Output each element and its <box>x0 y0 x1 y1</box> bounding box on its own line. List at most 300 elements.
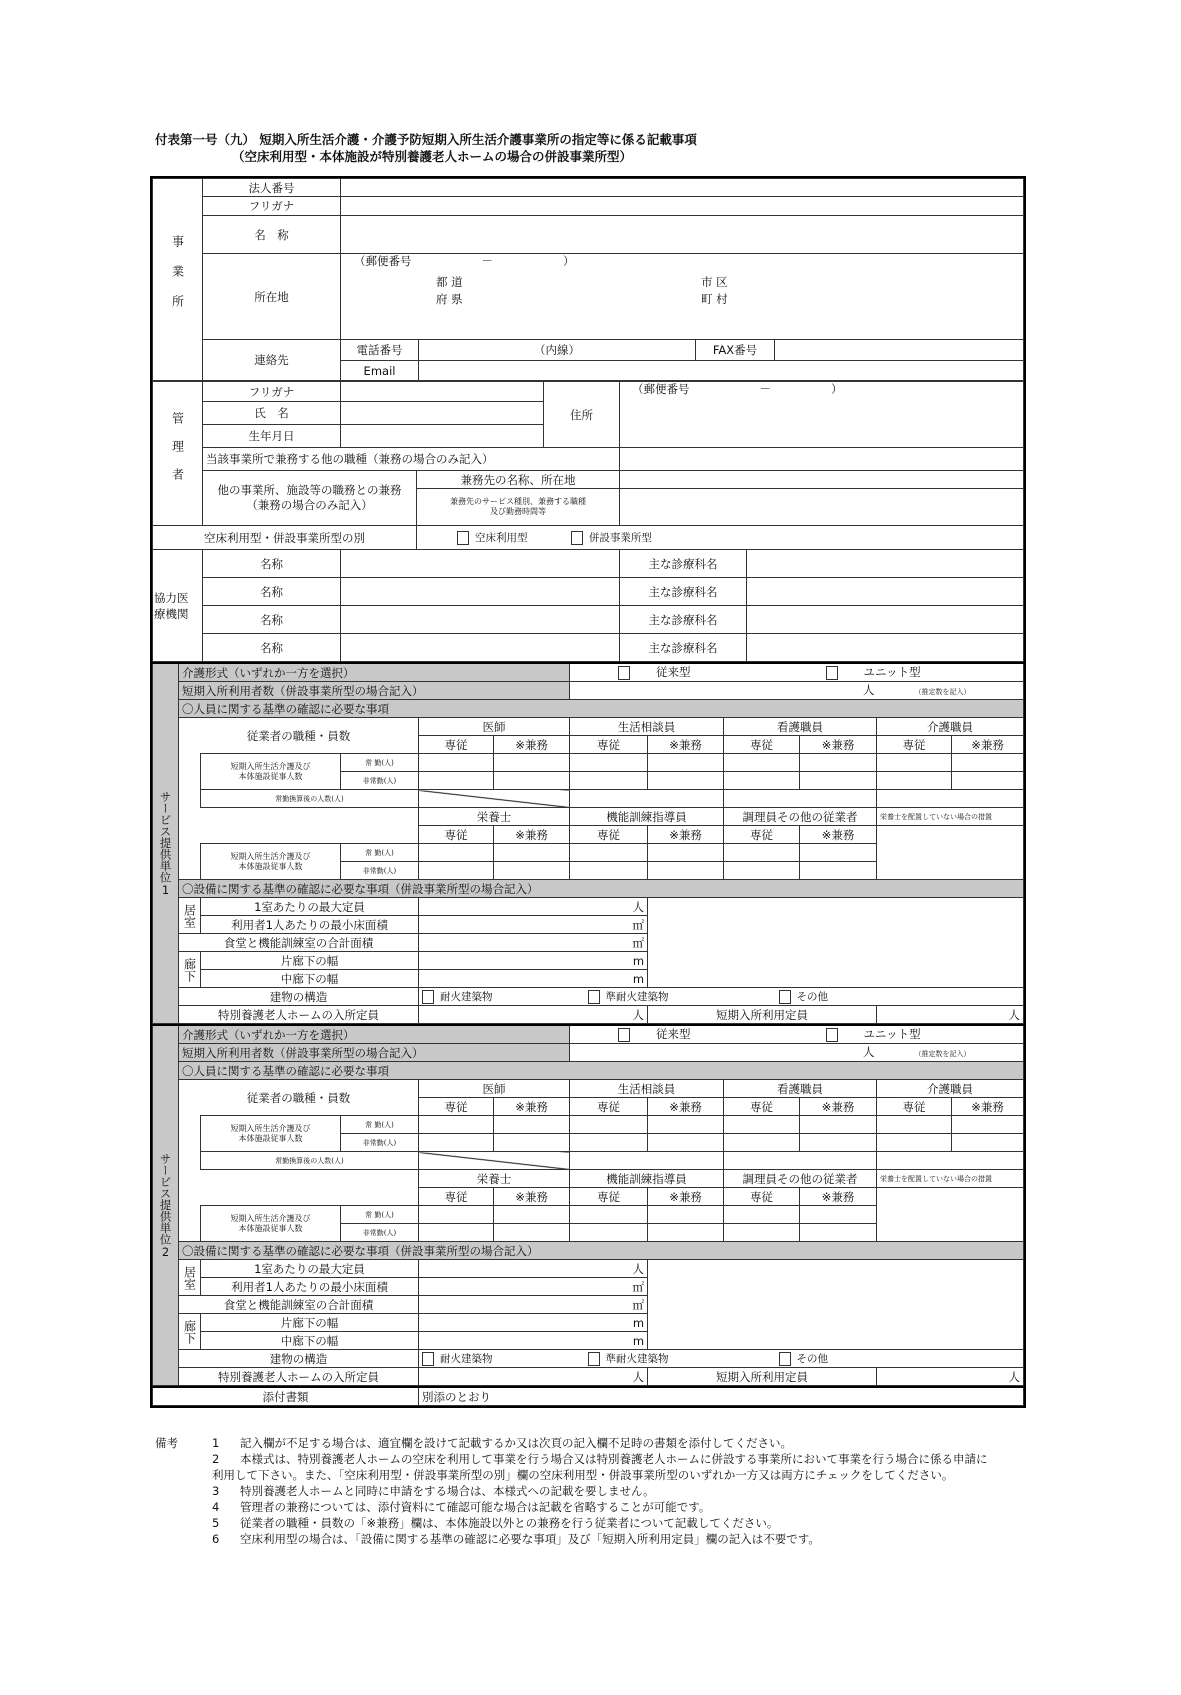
parttime-label: 非常勤(人) <box>341 1224 419 1242</box>
staff-cell[interactable] <box>800 754 877 772</box>
count-label <box>201 754 341 790</box>
staff-cell[interactable] <box>494 754 570 772</box>
staff-cell[interactable] <box>648 1116 724 1134</box>
outside-duty-label <box>203 471 417 526</box>
nutrition-note-field[interactable] <box>877 1188 1024 1242</box>
facility-blank <box>648 1260 1024 1350</box>
note-text: 記入欄が不足する場合は、適宜欄を設けて記載するか又は次頁の記入欄不足時の書類を添付してください。 <box>240 1436 792 1450</box>
other-role-field[interactable] <box>620 448 1024 471</box>
dedicated-header: 専従 <box>724 736 800 754</box>
concurrent-header: ※兼務 <box>800 826 877 844</box>
nutrition-note-field[interactable] <box>877 826 1024 880</box>
staff-header: 〇人員に関する基準の確認に必要な事項 <box>179 700 1024 718</box>
type-option-kuusho[interactable] <box>457 532 528 544</box>
staff-cell[interactable] <box>877 772 952 790</box>
converted-cell[interactable] <box>724 790 877 808</box>
staff-cell[interactable] <box>494 1116 570 1134</box>
todo-label: 都 道 <box>436 275 463 289</box>
manager-address-field[interactable] <box>620 382 1024 448</box>
type-option-heisetsu[interactable] <box>571 532 652 544</box>
meter-unit: m <box>632 971 645 986</box>
medical-name-field[interactable] <box>341 550 620 578</box>
dedicated-header: 専従 <box>570 1188 648 1206</box>
medical-label-2: 療機関 <box>154 606 189 621</box>
count-label <box>201 844 341 880</box>
postal-close: ） <box>563 254 575 268</box>
structure-option-label: 準耐火建築物 <box>605 1352 669 1365</box>
converted-cell[interactable] <box>724 1152 877 1170</box>
medical-dept-field[interactable] <box>747 634 1024 662</box>
staff-cell[interactable] <box>570 1224 648 1242</box>
staff-cell[interactable] <box>419 844 494 862</box>
medical-dept-label: 主な診療科名 <box>620 578 747 606</box>
job-header: 介護職員 <box>877 718 1024 736</box>
staff-cell[interactable] <box>724 1224 800 1242</box>
type-label: 空床利用型・併設事業所型の別 <box>153 526 417 550</box>
dedicated-header: 専従 <box>419 1188 494 1206</box>
estimate-note: （推定数を記入） <box>914 1049 971 1058</box>
staff-cell[interactable] <box>800 862 877 880</box>
staff-cell[interactable] <box>800 1116 877 1134</box>
concurrent-header: ※兼務 <box>648 736 724 754</box>
checkbox-icon[interactable] <box>779 990 791 1004</box>
job-header: 栄養士 <box>419 808 570 826</box>
concurrent-header: ※兼務 <box>952 736 1024 754</box>
person-unit: 人 <box>632 899 645 914</box>
nutrition-note-label: 栄養士を配置していない場合の措置 <box>877 1170 1024 1188</box>
manager-section <box>152 381 1024 662</box>
type-option-label: 併設事業所型 <box>588 531 652 544</box>
manager-birth-label: 生年月日 <box>203 425 341 448</box>
dedicated-header: 専従 <box>877 1098 952 1116</box>
staff-cell[interactable] <box>724 844 800 862</box>
shiku-label: 市 区 <box>701 275 728 289</box>
structure-option[interactable] <box>588 1353 669 1365</box>
manager-name-label: 氏 名 <box>203 402 341 425</box>
staff-cell[interactable] <box>877 754 952 772</box>
dedicated-header: 専従 <box>570 1098 648 1116</box>
dedicated-header: 専従 <box>419 826 494 844</box>
checkbox-icon[interactable] <box>588 990 600 1004</box>
structure-option[interactable] <box>422 991 493 1003</box>
dedicated-header: 専従 <box>419 736 494 754</box>
fulltime-label: 常 勤(人) <box>341 754 419 772</box>
care-option-label: ユニット型 <box>863 665 921 680</box>
staff-cell[interactable] <box>570 844 648 862</box>
contact-label: 連絡先 <box>203 340 341 381</box>
concurrent-header: ※兼務 <box>494 1098 570 1116</box>
staff-cell[interactable] <box>419 862 494 880</box>
room-label: 居室 <box>179 1260 201 1296</box>
staff-cell[interactable] <box>570 1134 648 1152</box>
checkbox-icon[interactable] <box>422 1352 434 1366</box>
min-area-field[interactable] <box>419 916 648 934</box>
structure-option-label: その他 <box>796 1352 828 1365</box>
fax-label: FAX番号 <box>696 340 775 361</box>
postal-dash: － <box>481 254 493 268</box>
job-header: 生活相談員 <box>570 718 724 736</box>
room-label: 居室 <box>179 898 201 934</box>
meter-unit: m <box>632 1315 645 1330</box>
ext-label: （内線） <box>534 343 580 357</box>
middle-corridor-label: 中廊下の幅 <box>201 1332 419 1350</box>
medical-dept-field[interactable] <box>747 578 1024 606</box>
staff-cell[interactable] <box>419 1206 494 1224</box>
attachments-row <box>152 1386 1024 1406</box>
manager-furigana-field[interactable] <box>341 382 544 402</box>
ken-service-field[interactable] <box>620 489 1024 526</box>
type-options <box>417 526 1024 550</box>
structure-option[interactable] <box>779 1353 829 1365</box>
dedicated-header: 専従 <box>570 736 648 754</box>
manager-section-label: 管理者 <box>153 382 203 526</box>
manager-postal-label: （郵便番号 <box>632 382 690 396</box>
staff-cell[interactable] <box>494 1224 570 1242</box>
service-unit <box>152 1024 1024 1386</box>
dining-label: 食堂と機能訓練室の合計面積 <box>179 1296 419 1314</box>
staff-cell[interactable] <box>494 772 570 790</box>
medical-name-field[interactable] <box>341 634 620 662</box>
staff-cell[interactable] <box>648 772 724 790</box>
middle-corridor-label: 中廊下の幅 <box>201 970 419 988</box>
medical-dept-label: 主な診療科名 <box>620 606 747 634</box>
note-number: 4 <box>212 1500 220 1514</box>
care-form-options <box>570 1025 1024 1044</box>
converted-label: 常勤換算後の人数(人) <box>201 1152 419 1170</box>
dining-field[interactable] <box>419 934 648 952</box>
structure-option[interactable] <box>422 1353 493 1365</box>
form-title: 付表第一号（九） 短期入所生活介護・介護予防短期入所生活介護事業所の指定等に係る記載事項 <box>155 132 697 147</box>
application-form <box>150 176 1026 1408</box>
staff-cell[interactable] <box>724 1116 800 1134</box>
concurrent-header: ※兼務 <box>648 1188 724 1206</box>
parttime-label: 非常勤(人) <box>341 1134 419 1152</box>
staff-cell[interactable] <box>800 1206 877 1224</box>
medical-dept-field[interactable] <box>747 606 1024 634</box>
staff-cell[interactable] <box>494 862 570 880</box>
structure-options <box>419 988 1024 1006</box>
medical-name-label: 名称 <box>203 578 341 606</box>
staff-cell[interactable] <box>877 1134 952 1152</box>
fulltime-label: 常 勤(人) <box>341 844 419 862</box>
person-unit: 人 <box>1008 1007 1020 1022</box>
count-label-1: 短期入所生活介護及び <box>230 1123 311 1133</box>
staff-cell[interactable] <box>800 772 877 790</box>
staff-cell[interactable] <box>419 754 494 772</box>
tokuyou-cap-field[interactable] <box>419 1368 648 1386</box>
staff-cell[interactable] <box>419 1134 494 1152</box>
checkbox-icon[interactable] <box>779 1352 791 1366</box>
single-corridor-label: 片廊下の幅 <box>201 1314 419 1332</box>
note-number: 5 <box>212 1516 220 1530</box>
job-header: 機能訓練指導員 <box>570 808 724 826</box>
note-text: 空床利用型の場合は、「設備に関する基準の確認に必要な事項」及び「短期入所利用定員」欄の記入は不要です。 <box>240 1532 820 1546</box>
converted-cell[interactable] <box>570 1152 724 1170</box>
staff-cell[interactable] <box>648 1206 724 1224</box>
staff-cell[interactable] <box>494 1206 570 1224</box>
checkbox-icon[interactable] <box>457 531 469 545</box>
medical-name-field[interactable] <box>341 606 620 634</box>
note-text: 従業者の職種・員数の「※兼務」欄は、本体施設以外との兼務を行う従業者について記載してください。 <box>240 1516 779 1530</box>
postal-label: （郵便番号 <box>354 254 412 268</box>
parttime-label: 非常勤(人) <box>341 862 419 880</box>
note-number: 1 <box>212 1436 220 1450</box>
concurrent-header: ※兼務 <box>952 1098 1024 1116</box>
checkbox-icon[interactable] <box>618 1028 630 1042</box>
care-option-unit[interactable] <box>826 1027 921 1041</box>
count-label-2: 本体施設従事人数 <box>238 1133 303 1143</box>
staff-cell[interactable] <box>648 844 724 862</box>
staff-cell[interactable] <box>877 1116 952 1134</box>
dedicated-header: 専従 <box>724 1188 800 1206</box>
care-form-label: 介護形式（いずれか一方を選択） <box>179 663 570 682</box>
note-text: 特別養護老人ホームと同時に申請をする場合は、本様式への記載を要しません。 <box>240 1484 655 1498</box>
office-address-label: 所在地 <box>203 254 341 340</box>
single-corridor-field[interactable] <box>419 1314 648 1332</box>
staff-cell[interactable] <box>648 754 724 772</box>
staff-cell[interactable] <box>724 772 800 790</box>
ken-name-label: 兼務先の名称、所在地 <box>417 471 620 489</box>
converted-cell[interactable] <box>570 790 724 808</box>
spacer <box>201 1170 419 1206</box>
count-label-1: 短期入所生活介護及び <box>230 1213 311 1223</box>
nutrition-note-label: 栄養士を配置していない場合の措置 <box>877 808 1024 826</box>
structure-option[interactable] <box>588 991 669 1003</box>
care-option-label: 従来型 <box>656 1027 691 1042</box>
staff-cell[interactable] <box>952 754 1024 772</box>
facility-blank <box>648 898 1024 988</box>
service-unit-label: サービス提供単位1 <box>153 663 179 1024</box>
chouson-label: 町 村 <box>701 292 728 306</box>
manager-postal-close: ） <box>831 382 843 396</box>
estimate-note: （推定数を記入） <box>914 687 971 696</box>
medical-name-label: 名称 <box>203 634 341 662</box>
checkbox-icon[interactable] <box>588 1352 600 1366</box>
users-field[interactable] <box>570 1044 1024 1062</box>
structure-label: 建物の構造 <box>179 988 419 1006</box>
manager-birth-field[interactable] <box>341 425 544 448</box>
office-address-field[interactable] <box>341 254 1024 340</box>
structure-option[interactable] <box>779 991 829 1003</box>
tokuyou-cap-label: 特別養護老人ホームの入所定員 <box>179 1368 419 1386</box>
dedicated-header: 専従 <box>724 826 800 844</box>
fax-field[interactable] <box>775 340 1024 361</box>
count-label-2: 本体施設従事人数 <box>238 771 303 781</box>
middle-corridor-field[interactable] <box>419 1332 648 1350</box>
medical-name-field[interactable] <box>341 578 620 606</box>
converted-label: 常勤換算後の人数(人) <box>201 790 419 808</box>
person-unit: 人 <box>632 1261 645 1276</box>
staff-cell[interactable] <box>800 844 877 862</box>
staff-cell[interactable] <box>570 1206 648 1224</box>
users-label: 短期入所利用者数（併設事業所型の場合記入） <box>179 1044 570 1062</box>
medical-name-label: 名称 <box>203 550 341 578</box>
staff-cell[interactable] <box>570 772 648 790</box>
middle-corridor-field[interactable] <box>419 970 648 988</box>
staff-cell[interactable] <box>800 1134 877 1152</box>
single-corridor-field[interactable] <box>419 952 648 970</box>
checkbox-icon[interactable] <box>618 666 630 680</box>
dining-field[interactable] <box>419 1296 648 1314</box>
medical-dept-field[interactable] <box>747 550 1024 578</box>
staff-cell[interactable] <box>570 754 648 772</box>
care-form-options <box>570 663 1024 682</box>
email-field[interactable] <box>419 361 1024 381</box>
users-label: 短期入所利用者数（併設事業所型の場合記入） <box>179 682 570 700</box>
medical-label-1: 協力医 <box>154 590 189 605</box>
concurrent-header: ※兼務 <box>800 1188 877 1206</box>
notes <box>155 1435 1000 1547</box>
checkbox-icon[interactable] <box>422 990 434 1004</box>
spacer <box>201 808 419 844</box>
meter-unit: m <box>632 1333 645 1348</box>
parttime-label: 非常勤(人) <box>341 772 419 790</box>
office-section-label: 事業所 <box>153 179 203 381</box>
converted-cell[interactable] <box>877 1152 1024 1170</box>
staff-cell[interactable] <box>952 1116 1024 1134</box>
staff-cell[interactable] <box>570 862 648 880</box>
users-field[interactable] <box>570 682 1024 700</box>
email-label: Email <box>341 361 419 381</box>
staff-cell[interactable] <box>419 1116 494 1134</box>
structure-label: 建物の構造 <box>179 1350 419 1368</box>
max-cap-field[interactable] <box>419 898 648 916</box>
job-header: 医師 <box>419 1080 570 1098</box>
medical-name-label: 名称 <box>203 606 341 634</box>
structure-options <box>419 1350 1024 1368</box>
staff-cell[interactable] <box>570 1116 648 1134</box>
office-section <box>152 178 1024 381</box>
care-option-conventional[interactable] <box>618 1027 691 1041</box>
count-label-1: 短期入所生活介護及び <box>230 761 311 771</box>
manager-name-field[interactable] <box>341 402 544 425</box>
fuken-label: 府 県 <box>436 292 463 306</box>
ken-name-field[interactable] <box>620 471 1024 489</box>
office-furigana-field[interactable] <box>341 197 1024 216</box>
staff-header: 〇人員に関する基準の確認に必要な事項 <box>179 1062 1024 1080</box>
corp-no-label: 法人番号 <box>203 179 341 197</box>
staff-cell[interactable] <box>800 1224 877 1242</box>
staff-cell[interactable] <box>494 844 570 862</box>
spacer <box>179 754 201 880</box>
staff-cell[interactable] <box>724 862 800 880</box>
dining-label: 食堂と機能訓練室の合計面積 <box>179 934 419 952</box>
sqm-unit: ㎡ <box>632 1297 645 1312</box>
facility-header: 〇設備に関する基準の確認に必要な事項（併設事業所型の場合記入） <box>179 1242 1024 1260</box>
converted-cell[interactable] <box>877 790 1024 808</box>
outside-duty-label-1: 他の事業所、施設等の職務との兼務 <box>217 483 402 497</box>
single-corridor-label: 片廊下の幅 <box>201 952 419 970</box>
tokuyou-cap-field[interactable] <box>419 1006 648 1024</box>
concurrent-header: ※兼務 <box>494 736 570 754</box>
corridor-label: 廊下 <box>179 952 201 988</box>
structure-option-label: 耐火建築物 <box>440 1352 493 1365</box>
count-label-2: 本体施設従事人数 <box>238 861 303 871</box>
staff-cell[interactable] <box>952 772 1024 790</box>
note-text: 管理者の兼務については、添付資料にて確認可能な場合は記載を省略することが可能です。 <box>240 1500 711 1514</box>
staff-label: 従業者の職種・員数 <box>179 718 419 754</box>
staff-cell[interactable] <box>724 754 800 772</box>
staff-cell[interactable] <box>419 772 494 790</box>
medical-dept-label: 主な診療科名 <box>620 550 747 578</box>
concurrent-header: ※兼務 <box>648 826 724 844</box>
checkbox-icon[interactable] <box>826 666 838 680</box>
staff-label: 従業者の職種・員数 <box>179 1080 419 1116</box>
note-number: 6 <box>212 1532 220 1546</box>
checkbox-icon[interactable] <box>571 531 583 545</box>
min-area-field[interactable] <box>419 1278 648 1296</box>
min-area-label: 利用者1人あたりの最小床面積 <box>201 1278 419 1296</box>
structure-option-label: 準耐火建築物 <box>605 990 669 1003</box>
job-header: 医師 <box>419 718 570 736</box>
corridor-label: 廊下 <box>179 1314 201 1350</box>
concurrent-header: ※兼務 <box>800 736 877 754</box>
job-header: 介護職員 <box>877 1080 1024 1098</box>
note-number: 2 <box>212 1452 220 1466</box>
spacer <box>179 1116 201 1242</box>
ken-service-label-1: 兼務先のサービス種別、兼務する職種 <box>450 497 586 506</box>
count-label-2: 本体施設従事人数 <box>238 1223 303 1233</box>
short-cap-label: 短期入所利用定員 <box>648 1006 877 1024</box>
converted-disabled-cell <box>419 1152 570 1170</box>
tel-field[interactable] <box>419 340 696 361</box>
checkbox-icon[interactable] <box>826 1028 838 1042</box>
dedicated-header: 専従 <box>570 826 648 844</box>
max-cap-label: 1室あたりの最大定員 <box>201 1260 419 1278</box>
staff-cell[interactable] <box>952 1134 1024 1152</box>
corp-no-field[interactable] <box>341 179 1024 197</box>
short-cap-field[interactable] <box>877 1368 1024 1386</box>
count-label-1: 短期入所生活介護及び <box>230 851 311 861</box>
staff-cell[interactable] <box>724 1134 800 1152</box>
staff-cell[interactable] <box>494 1134 570 1152</box>
service-unit-label: サービス提供単位2 <box>153 1025 179 1386</box>
note-text: 本様式は、特別養護老人ホームの空床を利用して事業を行う場合又は特別養護老人ホームに併設する事業所において事業を行う場合に係る申請に利用して下さい。また、「空床利用型・併設事業所型の別」欄の空床利用型・併設事業所型のいずれか一方又は両方にチェックをしてください。 <box>212 1452 988 1482</box>
staff-cell[interactable] <box>724 1206 800 1224</box>
care-option-conventional[interactable] <box>618 665 691 679</box>
meter-unit: m <box>632 953 645 968</box>
job-header: 生活相談員 <box>570 1080 724 1098</box>
job-header: 看護職員 <box>724 1080 877 1098</box>
facility-header: 〇設備に関する基準の確認に必要な事項（併設事業所型の場合記入） <box>179 880 1024 898</box>
ken-service-label-2: 及び勤務時間等 <box>490 507 546 516</box>
short-cap-field[interactable] <box>877 1006 1024 1024</box>
staff-cell[interactable] <box>648 862 724 880</box>
concurrent-header: ※兼務 <box>648 1098 724 1116</box>
sqm-unit: ㎡ <box>632 917 645 932</box>
staff-cell[interactable] <box>419 1224 494 1242</box>
manager-postal-dash: － <box>759 382 771 396</box>
service-units <box>152 662 1024 1386</box>
attachments-label: 添付書類 <box>153 1387 419 1406</box>
care-option-label: 従来型 <box>656 665 691 680</box>
concurrent-header: ※兼務 <box>800 1098 877 1116</box>
office-name-field[interactable] <box>341 216 1024 254</box>
max-cap-label: 1室あたりの最大定員 <box>201 898 419 916</box>
max-cap-field[interactable] <box>419 1260 648 1278</box>
sqm-unit: ㎡ <box>632 1279 645 1294</box>
care-option-label: ユニット型 <box>863 1027 921 1042</box>
manager-address-label: 住所 <box>544 382 620 448</box>
care-option-unit[interactable] <box>826 665 921 679</box>
person-unit: 人 <box>863 1044 875 1059</box>
staff-cell[interactable] <box>648 1134 724 1152</box>
job-header: 栄養士 <box>419 1170 570 1188</box>
other-role-label: 当該事業所で兼務する他の職種（兼務の場合のみ記入） <box>203 448 620 471</box>
staff-cell[interactable] <box>648 1224 724 1242</box>
sqm-unit: ㎡ <box>632 935 645 950</box>
person-unit: 人 <box>632 1369 645 1384</box>
